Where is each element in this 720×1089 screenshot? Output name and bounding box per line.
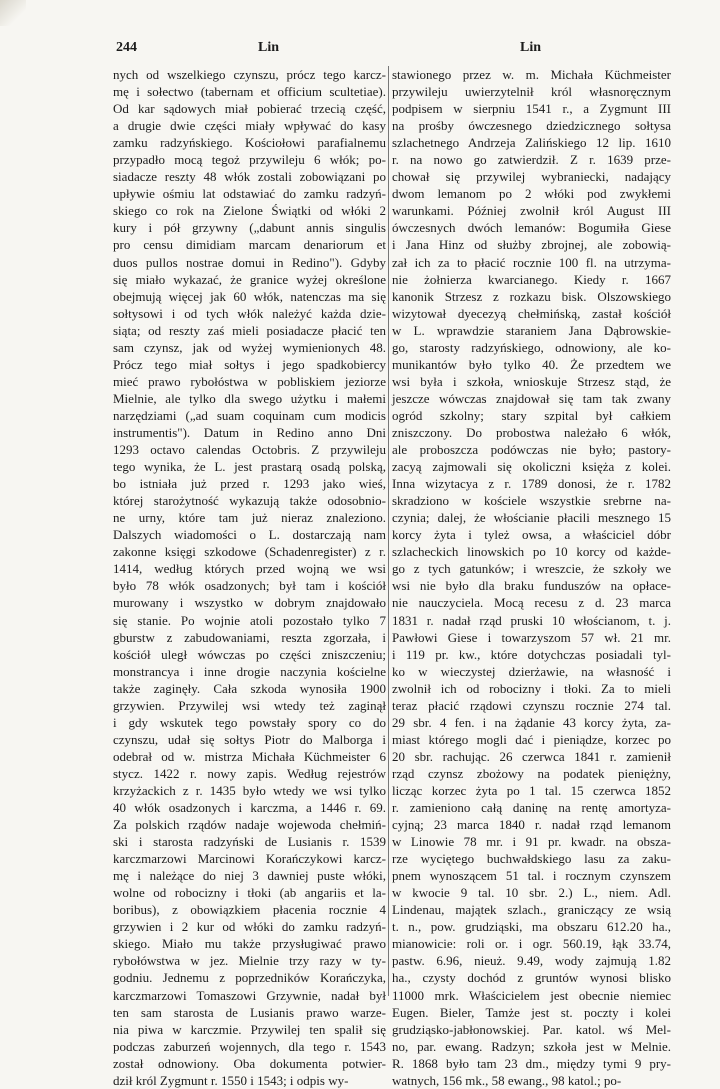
text-line: także zaginęły. Cała szkoda wynosiła 1900 <box>113 680 386 696</box>
text-line: tego wynika, że L. jest prastarą osadą polską, <box>113 459 386 475</box>
text-line: watnych, 156 mk., 58 ewang., 98 katol.; po- <box>392 1072 622 1088</box>
text-line: szlacheckich linowskich po 10 korcy od każde- <box>392 544 671 560</box>
text-line: został odnowiony. Oba dokumenta potwier- <box>113 1055 386 1071</box>
text-line: mianowicie: roli or. i ogr. 560.19, łąk 33.74, <box>392 936 671 952</box>
text-line: 20 sbr. rachując. 26 czerwca 1841 r. zamienił <box>392 748 671 764</box>
text-line: nie żołnierza kwarcianego. Kiedy r. 1667 <box>392 271 671 287</box>
text-line: a drugie dwie części miały wpływać do kasy <box>113 118 386 134</box>
text-line: skradziono w kościele wszystkie srebrne na- <box>392 493 671 509</box>
text-line: jeszcze wówczas znajdował się tam tak zwany <box>392 390 671 406</box>
text-line: odebrał od w. mistrza Michała Küchmeister 6 <box>113 748 386 764</box>
text-line: w Linowie 78 mr. i 91 pr. kwadr. na obsza- <box>392 834 671 850</box>
text-line: karczmarzowi Tomaszowi Grzywnie, nadał był <box>113 987 386 1003</box>
text-line: na prośby ówczesnego dziedzicznego sołtysa <box>392 118 671 134</box>
text-line: nie nauczyciela. Mocą recesu z d. 23 marca <box>392 595 671 611</box>
text-line: go z tych gatunków; i wreszcie, że szkoły we <box>392 561 671 577</box>
text-line: ne urny, które tam już nieraz znaleziono. <box>113 510 386 526</box>
text-line: było 78 włók osadzonych; był tam i kościół <box>113 578 386 594</box>
text-line: której starożytność wykazują także odosobnio- <box>113 493 386 509</box>
text-line: się miało wykazać, że granice wyżej określone <box>113 271 386 287</box>
text-line: zał ich za to płacić rocznie 100 fl. na utrzyma- <box>392 254 671 270</box>
text-line: murowany i wszystko w dobrym znajdowało <box>113 595 386 611</box>
text-line: rząd czynsz zbożowy na podatek pieniężny, <box>392 765 671 781</box>
text-line: ski i starosta radzyński de Lusianis r. 1539 <box>113 834 386 850</box>
text-line: podpisem w sierpniu 1541 r., a Zygmunt III <box>392 101 671 117</box>
text-line: się stanie. Po wojnie atoli pozostało tylko 7 <box>113 612 386 628</box>
text-line: r. na nowo go zatwierdził. Z r. 1639 prze- <box>392 152 671 168</box>
text-line: wsi była i szkoła, wnioskuje Strzesz stąd, że <box>392 373 671 389</box>
text-line: wsi nie było dla braku funduszów na opłace- <box>392 578 671 594</box>
text-line: dwom lemanom po 2 włóki pod zwykłemi <box>392 186 671 202</box>
text-line: chował się przywilej wybraniecki, nadający <box>392 169 671 185</box>
text-line: ha., czysty dochód z gruntów wynosi blisko <box>392 970 671 986</box>
text-line: munikantów było tylko 40. Że przedtem we <box>392 356 671 372</box>
running-title-right: Lin <box>520 40 542 55</box>
page-number: 244 <box>116 40 137 55</box>
text-line: skiego. Miało mu także przysługiwać prawo <box>113 936 386 952</box>
text-line: korcy żyta i tyleż owsa, a właściciel dóbr <box>392 527 671 543</box>
text-line: warunkami. Później zwolnił król August III <box>392 203 671 219</box>
page-header <box>108 40 668 62</box>
text-line: 1293 octavo calendas Octobris. Z przywileju <box>113 442 386 458</box>
text-line: karczmarzowi Marcinowi Korańczykowi karcz- <box>113 851 386 867</box>
text-line: 40 włók osadzonych i karczma, a 1446 r. 69. <box>113 800 386 816</box>
page-corner-smudge <box>0 0 26 26</box>
text-line: grzywien i 2 kur od włóki do zamku radzyń- <box>113 919 386 935</box>
text-line: ówczesnych dwóch lemanów: Bogumiła Giese <box>392 220 671 236</box>
text-line: podczas zaburzeń wojennych, dla tego r. 1543 <box>113 1038 386 1054</box>
text-line: pnem wynoszącem 51 tal. i rocznym czynszem <box>392 868 671 884</box>
text-line: kury i pół grzywny („dabunt annis singulis <box>113 220 386 236</box>
text-line: rybołówstwa w jez. Mielnie trzy razy w ty- <box>113 953 386 969</box>
text-line: w kwocie 9 tal. 10 sbr. 2.) L., niem. Adl. <box>392 885 671 901</box>
text-line: mę i sołectwo (tabernam et officium scultetiae). <box>113 84 386 100</box>
text-line: siadacze reszty 48 włók zostali zobowiązani po <box>113 169 386 185</box>
text-line: ten sam starosta de Lusianis prawo warze- <box>113 1004 386 1020</box>
text-line: 1414, według których przed wojną we wsi <box>113 561 386 577</box>
text-line: i Jana Hinz od służby zbrojnej, ale zobowią- <box>392 237 671 253</box>
text-line: w L. wprawdzie staraniem Jana Dąbrowskie- <box>392 322 671 338</box>
text-line: sołtysowi i od tych włók należyć każda dzie- <box>113 305 386 321</box>
text-line: ko w wieczystej dzierżawie, na własność i <box>392 663 671 679</box>
text-line: Lindenau, majątek szlach., graniczący ze wsią <box>392 902 671 918</box>
text-line: obejmują więcej jak 60 włók, natenczas ma się <box>113 288 386 304</box>
running-title-left: Lin <box>258 40 280 55</box>
text-line: stawionego przez w. m. Michała Küchmeister <box>392 67 671 82</box>
text-line: pastw. 6.96, nieuż. 9.49, wody zajmują 1.82 <box>392 953 671 969</box>
right-text-column <box>392 66 671 1088</box>
text-line: zniszczony. Do probostwa należało 6 włók, <box>392 424 671 440</box>
text-line: skiego co rok na Zielone Świątki od włóki 2 <box>113 203 386 219</box>
text-line: kościół uległ wówczas po części zniszczeniu; <box>113 646 386 662</box>
text-line: no, par. ewang. Radzyn; szkoła jest w Melnie. <box>392 1038 671 1054</box>
text-line: ogród szkolny; stary szpital był całkiem <box>392 407 671 423</box>
text-line: monstrancya i inne drogie naczynia kościelne <box>113 663 386 679</box>
text-line: Dalszych wiadomości o L. dostarczają nam <box>113 527 386 543</box>
text-line: gburstw z zabudowaniami, reszta zgorzała, i <box>113 629 386 645</box>
text-line: zakonne księgi szkodowe (Schadenregister) z r. <box>113 544 386 560</box>
text-line: Eugen. Bieler, Tamże jest st. poczty i kolei <box>392 1004 671 1020</box>
text-line: pro censu dimidiam marcam denariorum et <box>113 237 386 253</box>
text-line: 1831 r. nadał rząd pruski 10 włościanom, t. j. <box>392 612 671 628</box>
text-line: duos pullos nostrae domui in Redino"). Gdyby <box>113 254 386 270</box>
text-line: szlachetnego Andrzeja Zalińskiego 12 lip. 1610 <box>392 135 671 151</box>
text-line: kanonik Strzesz z rozkazu bisk. Olszowskiego <box>392 288 671 304</box>
text-line: Inna wizytacya z r. 1789 donosi, że r. 1782 <box>392 476 671 492</box>
text-line: przywileju uwierzytelnił król własnoręcznym <box>392 84 671 100</box>
text-line: nia piwa w karczmie. Przywilej ten spalił się <box>113 1021 386 1037</box>
text-line: zwolnił ich od robocizny i tłoki. Za to mieli <box>392 680 671 696</box>
text-line: R. 1868 było tam 23 dm., między tymi 9 pry- <box>392 1055 671 1071</box>
text-line: go, starosty radzyńskiego, odnowiony, ale ko- <box>392 339 671 355</box>
text-line: Mielnie, ale tylko dla swego użytku i małemi <box>113 390 386 406</box>
text-line: przypadło mocą tegoż przywileju 6 włók; po- <box>113 152 386 168</box>
text-line: rze wyciętego buchwałdskiego lasu za zaku- <box>392 851 671 867</box>
text-line: i gdy wskutek tego powstały spory co do <box>113 714 386 730</box>
text-line: nych od wszelkiego czynszu, prócz tego karcz- <box>113 67 386 82</box>
text-line: krzyżackich z r. 1435 było wtedy we wsi tylko <box>113 782 386 798</box>
text-line: upływie ośmiu lat odstawiać do zamku radzyń- <box>113 186 386 202</box>
text-line: wizytował dyecezyą chełmińską, zastał kościół <box>392 305 671 321</box>
text-line: teraz płacić rządowi czynszu rocznie 274 tal. <box>392 697 671 713</box>
text-line: siąta; od reszty zaś mieli posiadacze płacić ten <box>113 322 386 338</box>
text-line: godniu. Jednemu z poprzedników Korańczyka, <box>113 970 386 986</box>
text-line: miast którego mogli dać i pieniądze, korzec po <box>392 731 671 747</box>
text-line: dził król Zygmunt r. 1550 i 1543; i odpis wy- <box>113 1072 349 1088</box>
text-line: r. zamieniono całą daninę na rentę amortyza- <box>392 800 671 816</box>
text-line: Prócz tego miał sołtys i jego spadkobiercy <box>113 356 386 372</box>
text-line: sam czynsz, jak od wyżej wymienionych 48. <box>113 339 386 355</box>
text-line: mieć prawo rybołóstwa w pobliskiem jeziorze <box>113 373 386 389</box>
text-line: grzywien. Przywilej wsi wtedy też zaginął <box>113 697 386 713</box>
text-line: grudziąsko-jabłonowskiej. Par. katol. wś Mel- <box>392 1021 671 1037</box>
text-line: instrumentis"). Datum in Redino anno Dni <box>113 424 386 440</box>
text-line: licząc korzec żyta po 1 tal. 15 czerwca 1852 <box>392 782 671 798</box>
text-line: zamku radzyńskiego. Kościołowi parafialnemu <box>113 135 386 151</box>
text-line: stycz. 1422 r. nowy zapis. Według rejestrów <box>113 765 386 781</box>
text-line: mę i należące do niej 3 dawniej puste włóki, <box>113 868 386 884</box>
text-line: t. n., pow. grudziąski, ma obszaru 612.20 ha., <box>392 919 671 935</box>
text-line: Pawłowi Giese i towarzyszom 57 wł. 21 mr. <box>392 629 671 645</box>
text-line: bo istniała już przed r. 1293 jako wieś, <box>113 476 386 492</box>
text-line: i 119 pr. kw., które dotychczas posiadali tyl- <box>392 646 671 662</box>
column-divider <box>388 66 389 996</box>
text-line: 11000 mrk. Właścicielem jest obecnie niemiec <box>392 987 671 1003</box>
text-line: zacyą zajmowali się okoliczni księża z kolei. <box>392 459 671 475</box>
text-line: boribus), z obowiązkiem płacenia rocznie 4 <box>113 902 386 918</box>
text-line: 29 sbr. 4 fen. i na żądanie 43 korcy żyta, za- <box>392 714 671 730</box>
text-line: Za polskich rządów nadaje wojewoda chełmiń- <box>113 817 386 833</box>
text-line: narzędziami („ad suam coquinam cum modicis <box>113 407 386 423</box>
text-line: cyjną; 23 marca 1840 r. nadał rząd lemanom <box>392 817 671 833</box>
text-line: ale proboszcza podówczas nie było; pastory- <box>392 442 671 458</box>
text-line: wolne od robocizny i tłoki (ab angariis et la- <box>113 885 386 901</box>
left-text-column <box>113 66 386 1088</box>
text-line: Od kar sądowych miał pobierać trzecią część, <box>113 101 386 117</box>
text-line: czynia; dalej, że włościanie płacili mesznego 15 <box>392 510 671 526</box>
text-line: czynszu, udał się sołtys Piotr do Malborga i <box>113 731 386 747</box>
